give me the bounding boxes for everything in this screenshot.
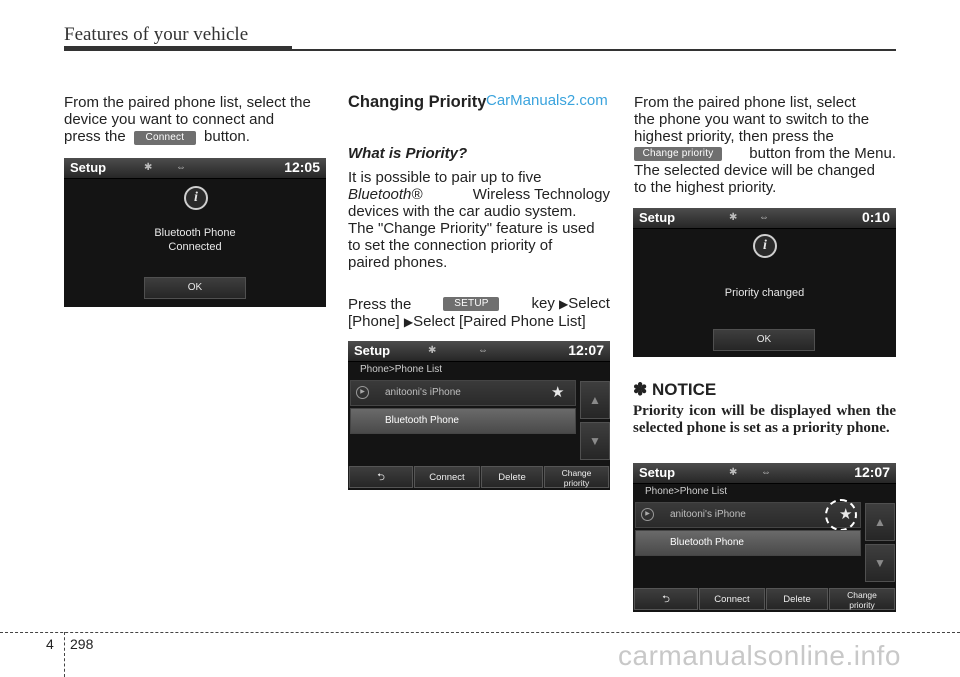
intro-line-3b: button.	[204, 128, 250, 145]
bluetooth-word: Bluetooth®	[348, 186, 423, 203]
para-line-2	[348, 186, 610, 203]
screen-clock: 12:07	[568, 342, 604, 358]
list-item-label: anitooni's iPhone	[670, 509, 746, 520]
priority-label: priority	[563, 478, 590, 488]
change-label: Change	[561, 468, 592, 478]
setup-pill: SETUP	[443, 297, 499, 311]
bluetooth-icon: ✱	[428, 345, 437, 356]
play-icon: ▶	[356, 386, 369, 399]
arrow-right-icon: ▶	[559, 297, 569, 311]
priority-label: priority	[849, 600, 875, 610]
breadcrumb: Phone>Phone List	[645, 486, 728, 497]
list-item-label: Bluetooth Phone	[670, 537, 744, 548]
scroll-up-button[interactable]: ▲	[580, 381, 610, 419]
list-item[interactable]	[350, 408, 576, 434]
usb-icon: ⇔	[176, 162, 186, 173]
screen-message-1: Bluetooth Phone	[154, 227, 236, 239]
key-select	[532, 295, 610, 313]
site-watermark: CarManuals2.com	[486, 92, 608, 109]
col3-line-4	[634, 145, 896, 162]
screen-bt-connected	[64, 158, 326, 307]
list-item-label: Bluetooth Phone	[385, 415, 459, 426]
usb-icon: ⇔	[761, 467, 771, 478]
col3-line-3: highest priority, then press the	[634, 128, 834, 145]
para-line-6: paired phones.	[348, 254, 448, 271]
select-text: Select	[568, 295, 610, 312]
screen-setup-label: Setup	[354, 343, 391, 358]
page-header-title: Features of your vehicle	[64, 24, 249, 45]
connect-button[interactable]: Connect	[699, 588, 765, 610]
ok-button[interactable]: OK	[713, 329, 815, 351]
footer-rule	[0, 632, 960, 633]
key-text: key	[531, 295, 555, 312]
usb-icon: ⇔	[478, 345, 488, 356]
connect-pill: Connect	[134, 131, 196, 145]
intro-line-3a: press the	[64, 128, 126, 145]
back-button[interactable]: ⮌	[634, 588, 698, 610]
screen-message-2: Connected	[168, 241, 222, 253]
col3-line-4b: button from the Menu.	[749, 145, 896, 162]
chapter-number: 4	[46, 636, 54, 652]
subsection-title: What is Priority?	[348, 145, 468, 162]
col3-line-2: the phone you want to switch to the	[634, 111, 870, 128]
section-title: Changing Priority	[348, 93, 487, 111]
button-bar	[633, 588, 896, 610]
screen-message: Priority changed	[724, 287, 805, 299]
star-icon: ★	[551, 384, 565, 401]
para-line-1: It is possible to pair up to five	[348, 169, 542, 186]
scroll-down-button[interactable]: ▼	[865, 544, 895, 582]
page-number: 298	[70, 636, 94, 652]
bluetooth-icon: ✱	[144, 162, 153, 173]
screen-clock: 0:10	[861, 209, 890, 225]
footer-watermark: carmanualsonline.info	[618, 640, 901, 671]
para-line-4: The "Change Priority" feature is used	[348, 220, 595, 237]
header-rule-thin	[292, 49, 896, 51]
screen-topbar	[633, 208, 896, 229]
para-line-2b: Wireless Technology	[472, 186, 610, 203]
ok-button[interactable]: OK	[144, 277, 246, 299]
notice-body: Priority icon will be displayed when the selected phone is set as a priority phone.	[633, 403, 896, 436]
screen-clock: 12:07	[854, 464, 890, 480]
screen-topbar	[348, 341, 610, 362]
footer-divider	[64, 632, 65, 677]
para-line-5: to set the connection priority of	[348, 237, 553, 254]
scroll-down-button[interactable]: ▼	[580, 422, 610, 460]
intro-line-2: device you want to connect and	[64, 111, 275, 128]
screen-setup-label: Setup	[639, 465, 676, 480]
intro-text	[64, 94, 326, 145]
bluetooth-icon: ✱	[729, 212, 738, 223]
phone-text: [Phone]	[348, 313, 400, 330]
paired-list-text: Select [Paired Phone List]	[413, 313, 586, 330]
col3-line-5: The selected device will be changed	[634, 162, 875, 179]
intro-line-3	[64, 128, 326, 145]
priority-explanation	[348, 169, 610, 271]
back-button[interactable]: ⮌	[349, 466, 413, 488]
instruction-text	[348, 295, 610, 331]
screen-setup-label: Setup	[70, 160, 107, 175]
screen-setup-label: Setup	[639, 210, 676, 225]
screen-phone-list	[348, 341, 610, 490]
change-priority-text	[634, 94, 896, 196]
instruction-line-2	[348, 313, 610, 331]
para-line-3: devices with the car audio system.	[348, 203, 577, 220]
info-icon: i	[184, 186, 208, 210]
change-priority-pill: Change priority	[634, 147, 722, 161]
screen-phone-list-priority	[633, 463, 896, 612]
button-bar	[348, 466, 610, 488]
scroll-up-button[interactable]: ▲	[865, 503, 895, 541]
change-label: Change	[847, 590, 877, 600]
delete-button[interactable]: Delete	[481, 466, 543, 488]
instruction-line-1	[348, 295, 610, 313]
col3-line-6: to the highest priority.	[634, 179, 777, 196]
change-priority-button[interactable]	[829, 588, 895, 610]
list-item-label: anitooni's iPhone	[385, 387, 461, 398]
press-text: Press the	[348, 295, 412, 313]
info-icon: i	[753, 234, 777, 258]
screen-priority-changed	[633, 208, 896, 357]
screen-clock: 12:05	[284, 159, 320, 175]
list-item[interactable]	[635, 530, 861, 556]
star-icon: ★	[839, 506, 853, 523]
list-item[interactable]	[350, 380, 576, 406]
change-priority-button[interactable]	[544, 466, 609, 488]
col3-line-1: From the paired phone list, select	[634, 94, 856, 111]
breadcrumb: Phone>Phone List	[360, 364, 443, 375]
highlight-circle	[825, 499, 857, 531]
play-icon: ▶	[641, 508, 654, 521]
bluetooth-icon: ✱	[729, 467, 738, 478]
notice-title: ✽ NOTICE	[633, 380, 717, 399]
arrow-right-icon: ▶	[403, 315, 414, 329]
screen-topbar	[633, 463, 896, 484]
delete-button[interactable]: Delete	[766, 588, 828, 610]
screen-topbar	[64, 158, 326, 179]
intro-line-1: From the paired phone list, select the	[64, 94, 311, 111]
header-rule-thick	[64, 46, 292, 51]
connect-button[interactable]: Connect	[414, 466, 480, 488]
usb-icon: ⇔	[759, 212, 769, 223]
